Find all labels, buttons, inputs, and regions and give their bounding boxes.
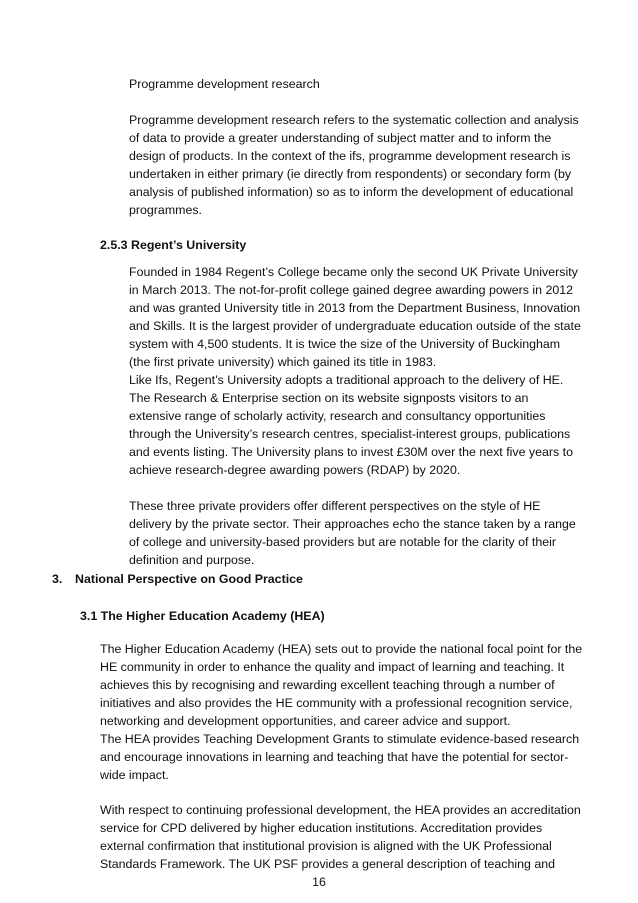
text-line: HE community in order to enhance the quality and impact of learning and teaching. It (100, 660, 565, 674)
text-line: wide impact. (100, 768, 169, 782)
text-line: achieves this by recognising and rewarding excellent teaching through a number of (100, 678, 555, 692)
section-number: 3. (52, 572, 63, 586)
text-line: networking and development opportunities, and career advice and support. (100, 714, 511, 728)
text-line: initiatives and also provides the HE community with a professional recognition service, (100, 696, 573, 710)
text-line: of data to provide a greater understanding of subject matter and to inform the (129, 131, 552, 145)
text-line: service for CPD delivered by higher education institutions. Accreditation provides (100, 821, 543, 835)
page-number: 16 (312, 875, 326, 889)
subsection-heading: 3.1 The Higher Education Academy (HEA) (80, 609, 325, 623)
text-line: undertaken in either primary (ie directly from respondents) or secondary form (by (129, 167, 572, 181)
text-line: design of products. In the context of the ifs, programme development research is (129, 149, 571, 163)
text-line: and events listing. The University plans to invest £30M over the next five years to (129, 445, 573, 459)
text-line: definition and purpose. (129, 553, 255, 567)
text-line: These three private providers offer different perspectives on the style of HE (129, 499, 541, 513)
text-line: extensive range of scholarly activity, research and consultancy opportunities (129, 409, 546, 423)
text-line: analysis of published information) so as to inform the development of educational (129, 185, 574, 199)
text-line: achieve research-degree awarding powers (RDAP) by 2020. (129, 463, 461, 477)
text-line: external confirmation that institutional provision is aligned with the UK Professional (100, 839, 552, 853)
section-heading: 2.5.3 Regent’s University (100, 238, 247, 252)
text-line: With respect to continuing professional development, the HEA provides an accreditation (100, 803, 581, 817)
section-title: National Perspective on Good Practice (75, 572, 303, 586)
text-line: programmes. (129, 203, 202, 217)
text-line: Standards Framework. The UK PSF provides a general description of teaching and (100, 857, 556, 871)
text-line: system with 4,500 students. It is twice the size of the University of Buckingham (129, 337, 561, 351)
text-line: The Higher Education Academy (HEA) sets out to provide the national focal point for the (100, 642, 583, 656)
text-line: Like Ifs, Regent’s University adopts a traditional approach to the delivery of HE. (129, 373, 564, 387)
text-line: Founded in 1984 Regent’s College became only the second UK Private University (129, 265, 578, 279)
text-line: and was granted University title in 2013 from the Department Business, Innovation (129, 301, 581, 315)
subheading: Programme development research (129, 77, 320, 91)
text-line: The Research & Enterprise section on its website signposts visitors to an (129, 391, 529, 405)
text-line: through the University’s research centres, specialist-interest groups, publications (129, 427, 571, 441)
text-line: (the first private university) which gained its title in 1983. (129, 355, 437, 369)
section-3-heading (52, 570, 303, 588)
text-line: in March 2013. The not-for-profit college gained degree awarding powers in 2012 (129, 283, 574, 297)
text-line: delivery by the private sector. Their approaches echo the stance taken by a range (129, 517, 576, 531)
text-line: and Skills. It is the largest provider of undergraduate education outside of the state (129, 319, 581, 333)
text-line: and encourage innovations in learning and teaching that have the potential for sector- (100, 750, 569, 764)
text-line: Programme development research refers to the systematic collection and analysis (129, 113, 579, 127)
text-line: The HEA provides Teaching Development Grants to stimulate evidence-based research (100, 732, 580, 746)
text-line: of college and university-based providers but are notable for the clarity of their (129, 535, 557, 549)
